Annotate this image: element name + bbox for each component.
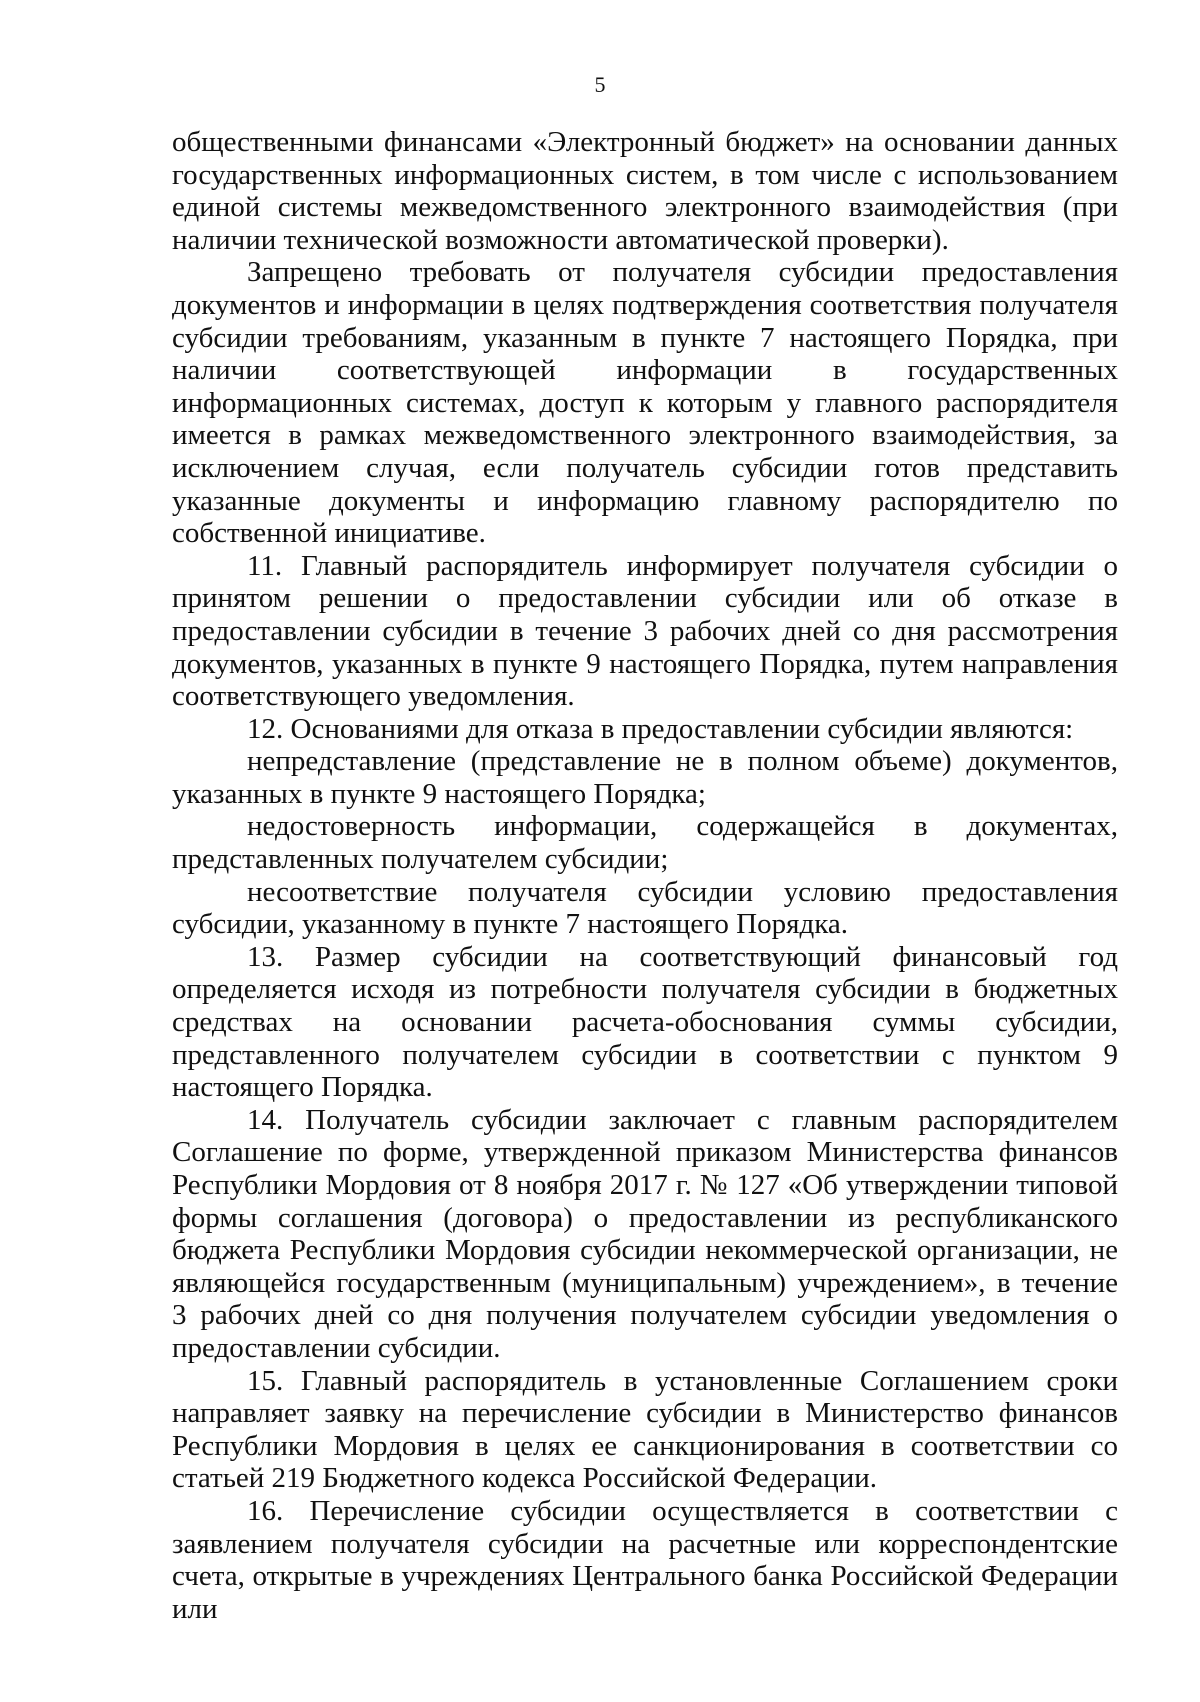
- paragraph-item-15: 15. Главный распорядитель в установленные Соглашением сроки направляет заявку на перечисление субсидии в Министерство финансов Республики Мордовия в целях ее санкционирования в соответствии со статьей 219 Бюджетного кодекса Российской Федерации.: [172, 1364, 1118, 1495]
- paragraph-continuation: общественными финансами «Электронный бюджет» на основании данных государственных информационных систем, в том числе с использованием единой системы межведомственного электронного взаимодействия (при наличии технической возможности автоматической проверки).: [172, 126, 1118, 256]
- paragraph-item-12: 12. Основаниями для отказа в предоставлении субсидии являются:: [247, 712, 1074, 745]
- paragraph-refusal-reason-2: недостоверность информации, содержащейся в документах, представленных получателем субсидии;: [172, 810, 1118, 876]
- paragraph-refusal-reason-1: непредставление (представление не в полном объеме) документов, указанных в пункте 9 настоящего Порядка;: [172, 745, 1118, 810]
- paragraph-prohibition: Запрещено требовать от получателя субсидии предоставления документов и информации в целях подтверждения соответствия получателя субсидии требованиям, указанным в пункте 7 настоящего Порядка, при наличии соответствующей информации в государственных информационных системах, доступ к которым у главного распорядителя имеется в рамках межведомственного электронного взаимодействия, за исключением случая, если получатель субсидии готов представить указанные документы и информацию главному распорядителю по собственной инициативе.: [172, 256, 1118, 550]
- paragraph-item-11: 11. Главный распорядитель информирует получателя субсидии о принятом решении о предоставлении субсидии или об отказе в предоставлении субсидии в течение 3 рабочих дней со дня рассмотрения документов, указанных в пункте 9 настоящего Порядка, путем направления соответствующего уведомления.: [172, 549, 1118, 713]
- page-number: 5: [594, 72, 606, 97]
- paragraph-item-13: 13. Размер субсидии на соответствующий финансовый год определяется исходя из потребности получателя субсидии в бюджетных средствах на основании расчета-обоснования суммы субсидии, представленного получателем субсидии в соответствии с пунктом 9 настоящего Порядка.: [172, 940, 1118, 1104]
- paragraph-item-14: 14. Получатель субсидии заключает с главным распорядителем Соглашение по форме, утвержденной приказом Министерства финансов Республики Мордовия от 8 ноября 2017 г. № 127 «Об утверждении типовой формы соглашения (договора) о предоставлении из республиканского бюджета Республики Мордовия субсидии некоммерческой организации, не являющейся государственным (муниципальным) учреждением», в течение 3 рабочих дней со дня получения получателем субсидии уведомления о предоставлении субсидии.: [172, 1103, 1118, 1364]
- paragraph-item-16: 16. Перечисление субсидии осуществляется в соответствии с заявлением получателя субсидии на расчетные или корреспондентские счета, открытые в учреждениях Центрального банка Российской Федерации или: [172, 1494, 1118, 1625]
- document-body: [172, 126, 1118, 1625]
- paragraph-refusal-reason-3: несоответствие получателя субсидии условию предоставления субсидии, указанному в пункте 7 настоящего Порядка.: [172, 875, 1118, 941]
